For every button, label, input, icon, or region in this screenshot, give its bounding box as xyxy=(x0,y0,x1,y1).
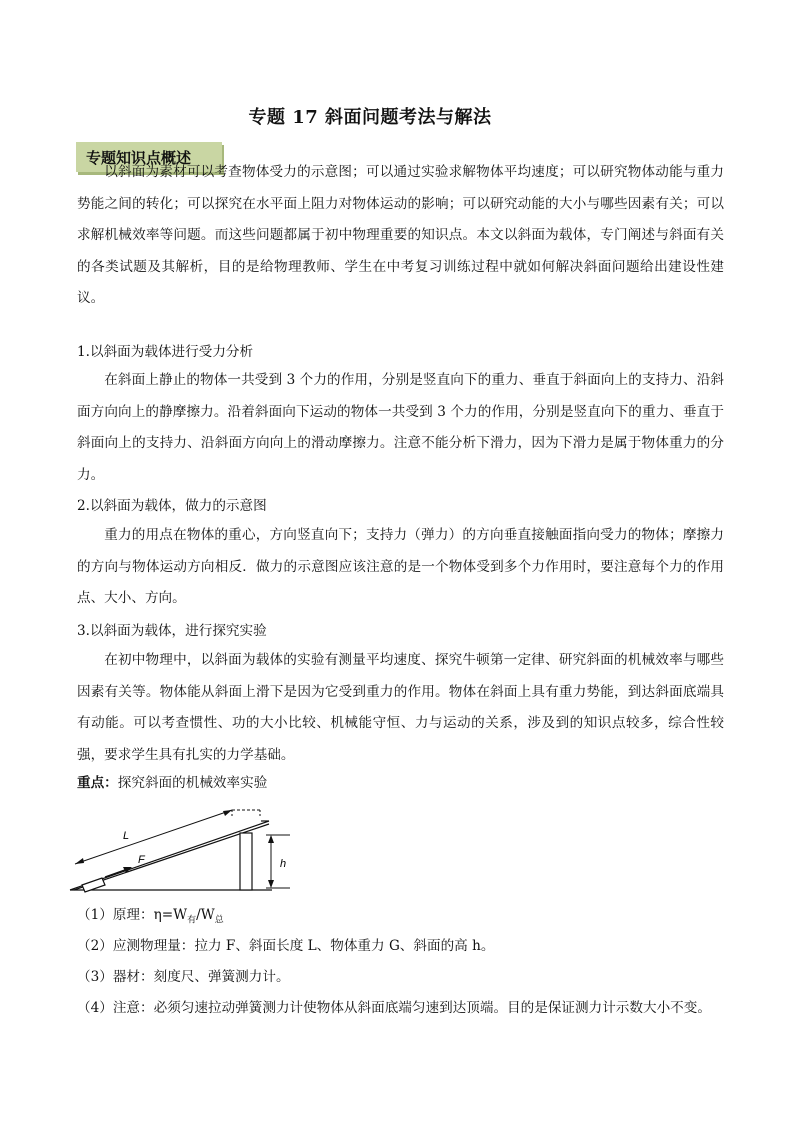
focus-label: 重点： xyxy=(77,775,118,791)
length-arrow-left xyxy=(75,858,84,864)
equipment-line: （3）器材：刻度尺、弹簧测力计。 xyxy=(77,969,290,985)
principle-slash: /W xyxy=(196,907,215,923)
section-3-paragraph: 在初中物理中，以斜面为载体的实验有测量平均速度、探究牛顿第一定律、研究斜面的机械效率与哪些因素有关等。物体能从斜面上滑下是因为它受到重力的作用。物体在斜面上具有重力势能，到达斜面底端具有动能。可以考查惯性、功的大小比较、机械能守恒、力与运动的关系，涉及到的知识点较多，综合性较强，要求学生具有扎实的力学基础。 xyxy=(77,652,724,763)
principle-sub-total: 总 xyxy=(214,915,224,926)
label-F: F xyxy=(138,854,145,866)
measure-line: （2）应测物理量：拉力 F、斜面长度 L、物体重力 G、斜面的高 h。 xyxy=(77,938,495,954)
height-arrow-bottom xyxy=(268,880,274,888)
note-line: （4）注意：必须匀速拉动弹簧测力计使物体从斜面底端匀速到达顶端。目的是保证测力计示数大小不变。 xyxy=(77,1000,711,1016)
focus-line xyxy=(77,771,267,791)
incline-figure xyxy=(68,808,308,903)
principle-sub-useful: 有 xyxy=(187,915,197,926)
section-1-paragraph: 在斜面上静止的物体一共受到 3 个力的作用，分别是竖直向下的重力、垂直于斜面向上的支持力、沿斜面方向向上的静摩擦力。沿着斜面向下运动的物体一共受到 3 个力的作用，分别是竖直向下的重力、垂直于斜面向上的支持力、沿斜面方向向上的滑动摩擦力。注意不能分析下滑力，因为下滑力是属于物体重力的分力。 xyxy=(77,372,724,483)
principle-eta: η=W xyxy=(153,907,188,923)
principle-line xyxy=(77,905,224,931)
support-block xyxy=(240,833,252,890)
label-L: L xyxy=(123,830,130,842)
intro-paragraph: 以斜面为素材可以考查物体受力的示意图；可以通过实验求解物体平均速度；可以研究物体动能与重力势能之间的转化；可以探究在水平面上阻力对物体运动的影响；可以研究动能的大小与哪些因素有关；可以求解机械效率等问题。而这些问题都属于初中物理重要的知识点。本文以斜面为载体，专门阐述与斜面有关的各类试题及其解析，目的是给物理教师、学生在中考复习训练过程中就如何解决斜面问题给出建设性建议。 xyxy=(77,164,724,306)
section-banner-label: 专题知识点概述 xyxy=(86,149,192,167)
principle-prefix: （1）原理： xyxy=(77,907,154,923)
section-1-heading: 1.以斜面为载体进行受力分析 xyxy=(77,344,254,360)
page-title: 专题 17 斜面问题考法与解法 xyxy=(248,107,492,128)
height-arrow-top xyxy=(268,835,274,843)
length-arrow-right xyxy=(223,810,232,816)
section-3-heading: 3.以斜面为载体，进行探究实验 xyxy=(77,623,267,639)
focus-text: 探究斜面的机械效率实验 xyxy=(117,775,268,791)
length-dimension-line xyxy=(75,810,232,864)
label-h: h xyxy=(280,858,287,870)
section-2-heading: 2.以斜面为载体，做力的示意图 xyxy=(77,498,267,514)
section-2-paragraph: 重力的用点在物体的重心，方向竖直向下；支持力（弹力）的方向垂直接触面指向受力的物体；摩擦力的方向与物体运动方向相反．做力的示意图应该注意的是一个物体受到多个力作用时，要注意每个力的作用点、大小、方向。 xyxy=(77,527,724,606)
